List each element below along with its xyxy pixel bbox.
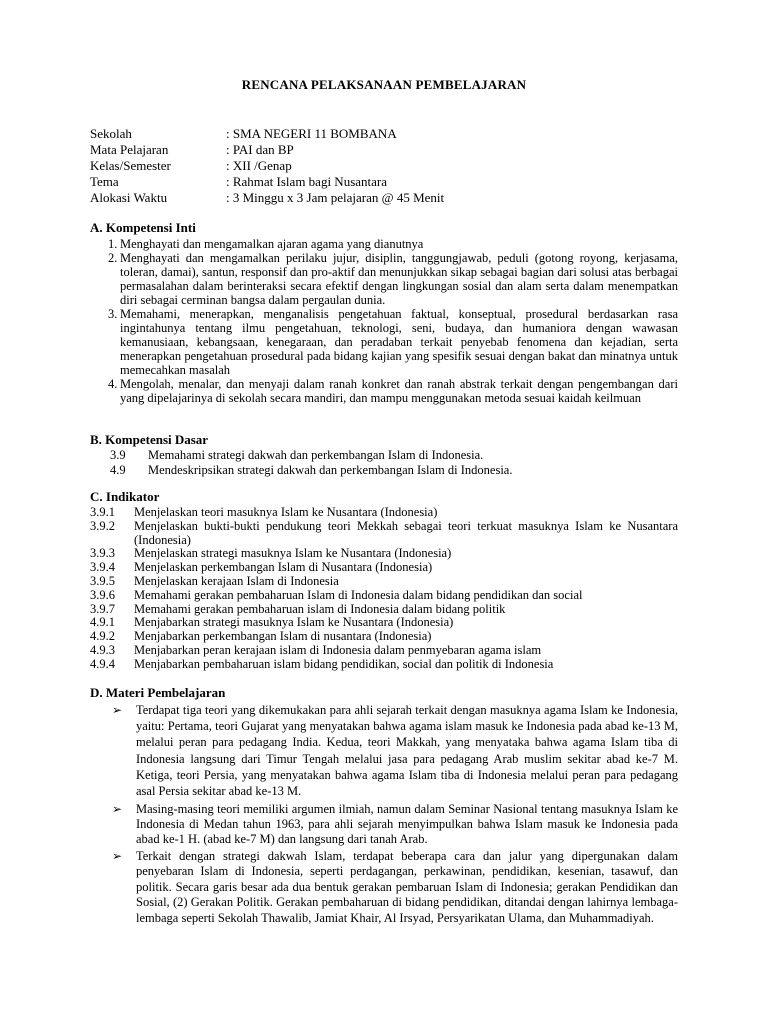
- list-item: 2. Menghayati dan mengamalkan perilaku jujur, disiplin, tanggungjawab, peduli (gotong royong, kerjasama, toleran, damai), santun, responsif dan pro-aktif dan menunjukkan sikap sebagai bagian dari solusi atas berbagai permasalahan dalam berinteraksi secara efektif dengan lingkungan sosial dan alam serta dalam menempatkan diri sebagai cerminan bangsa dalam pergaulan dunia.: [108, 251, 678, 307]
- list-item: 3.9.5 Menjelaskan kerajaan Islam di Indonesia: [90, 573, 339, 588]
- list-item: 3.9.2 Menjelaskan bukti-bukti pendukung teori Mekkah sebagai teori terkuat masuknya Islam ke Nusantara (Indonesia): [90, 518, 678, 547]
- heading-kompetensi-inti: A. Kompetensi Inti: [90, 220, 196, 235]
- info-row-mata-pelajaran: Mata Pelajaran : PAI dan BP: [90, 142, 294, 157]
- info-row-sekolah: Sekolah : SMA NEGERI 11 BOMBANA: [90, 126, 397, 141]
- materi-list: [90, 702, 678, 927]
- list-item: ➢ Masing-masing teori memiliki argumen ilmiah, namun dalam Seminar Nasional tentang masuknya Islam ke Indonesia di Medan tahun 1963, para ahli sejarah menyimpulkan bahwa Islam masuk ke Indonesia pada abad ke-1 H. (abad ke-7 M) dan langsung dari tanah Arab.: [112, 802, 678, 846]
- list-item: 4.9.3 Menjabarkan peran kerajaan islam di Indonesia dalam penmyebaran agama islam: [90, 642, 542, 657]
- list-item: ➢ Terkait dengan strategi dakwah Islam, terdapat beberapa cara dan jalur yang dipergunakan dalam penyebaran Islam di Indonesia, seperti perdagangan, perkawinan, pendidikan, kesenian, tasawuf, dan politik. Secara garis besar ada dua bentuk gerakan pembaruan Islam di Indonesia; gerakan Pendidikan dan Sosial, (2) Gerakan Politik. Gerakan pembaharuan di bidang pendidikan, ditandai dengan lahirnya lembaga-lembaga seperti Sekolah Thawalib, Jamiat Khair, Al Irsyad, Persyarikatan Ulama, dan Muhammadiyah.: [112, 848, 678, 925]
- list-item: 1. Menghayati dan mengamalkan ajaran agama yang dianutnya: [108, 237, 424, 251]
- heading-indikator: C. Indikator: [90, 489, 160, 504]
- heading-kompetensi-dasar: B. Kompetensi Dasar: [90, 432, 209, 447]
- list-item: 3.9.1 Menjelaskan teori masuknya Islam ke Nusantara (Indonesia): [90, 505, 438, 519]
- list-item: 3. Memahami, menerapkan, menganalisis pengetahuan faktual, konseptual, prosedural berdasarkan rasa ingintahunya tentang ilmu pengetahuan, teknologi, seni, budaya, dan humaniora dengan wawasan kemanusiaan, kebangsaan, kenegaraan, dan peradaban terkait penyebab fenomena dan kejadian, serta menerapkan pengetahuan prosedural pada bidang kajian yang spesifik sesuai dengan bakat dan minatnya untuk memecahkan masalah: [108, 307, 678, 377]
- arrow-bullet-icon: ➢: [112, 848, 123, 863]
- list-item: 4.9 Mendeskripsikan strategi dakwah dan perkembangan Islam di Indonesia.: [110, 462, 513, 477]
- document-title: RENCANA PELAKSANAAN PEMBELAJARAN: [241, 77, 527, 92]
- list-item: 3.9.3 Menjelaskan strategi masuknya Islam ke Nusantara (Indonesia): [90, 546, 452, 561]
- identity-block: [90, 126, 444, 206]
- indikator-list: [90, 506, 678, 672]
- list-item: 4.9.1 Menjabarkan strategi masuknya Islam ke Nusantara (Indonesia): [90, 615, 454, 630]
- arrow-bullet-icon: ➢: [112, 802, 123, 817]
- info-row-kelas: Kelas/Semester : XII /Genap: [90, 158, 292, 173]
- info-row-tema: Tema : Rahmat Islam bagi Nusantara: [90, 174, 388, 189]
- list-item: 3.9.7 Memahami gerakan pembaharuan islam di Indonesia dalam bidang politik: [90, 601, 506, 616]
- info-row-alokasi: Alokasi Waktu : 3 Minggu x 3 Jam pelajaran @ 45 Menit: [90, 190, 445, 205]
- heading-materi-pembelajaran: D. Materi Pembelajaran: [90, 685, 226, 700]
- list-item: ➢ Terdapat tiga teori yang dikemukakan para ahli sejarah terkait dengan masuknya agama Islam ke Indonesia, yaitu: Pertama, teori Gujarat yang menyatakan bahwa agama islam masuk ke Indonesia pada abad ke-13 M, melalui peran para pedagang India. Kedua, teori Makkah, yang menyataka bahwa agama Islam tiba di Indonesia langsung dari Timur Tengah melalui jasa para pedagang Arab muslim sekitar abad ke-7 M. Ketiga, teori Persia, yang menyatakan bahwa agama Islam tiba di Indonesia melalui peran para pedagang asal Persia sekitar abad ke-13 M.: [112, 703, 678, 799]
- list-item: 3.9 Memahami strategi dakwah dan perkembangan Islam di Indonesia.: [110, 448, 484, 462]
- list-item: 4. Mengolah, menalar, dan menyaji dalam ranah konkret dan ranah abstrak terkait dengan pengembangan dari yang dipelajarinya di sekolah secara mandiri, dan mampu menggunakan metoda sesuai kaidah keilmuan: [108, 377, 678, 405]
- arrow-bullet-icon: ➢: [112, 703, 123, 717]
- list-item: 4.9.2 Menjabarkan perkembangan Islam di nusantara (Indonesia): [90, 629, 432, 644]
- list-item: 4.9.4 Menjabarkan pembaharuan islam bidang pendidikan, social dan politik di Indonesia: [90, 656, 554, 671]
- list-item: 3.9.6 Memahami gerakan pembaharuan Islam di Indonesia dalam bidang pendidikan dan social: [90, 587, 583, 602]
- list-item: 3.9.4 Menjelaskan perkembangan Islam di Nusantara (Indonesia): [90, 560, 433, 575]
- kompetensi-dasar-list: [90, 448, 678, 477]
- kompetensi-inti-list: [90, 237, 678, 405]
